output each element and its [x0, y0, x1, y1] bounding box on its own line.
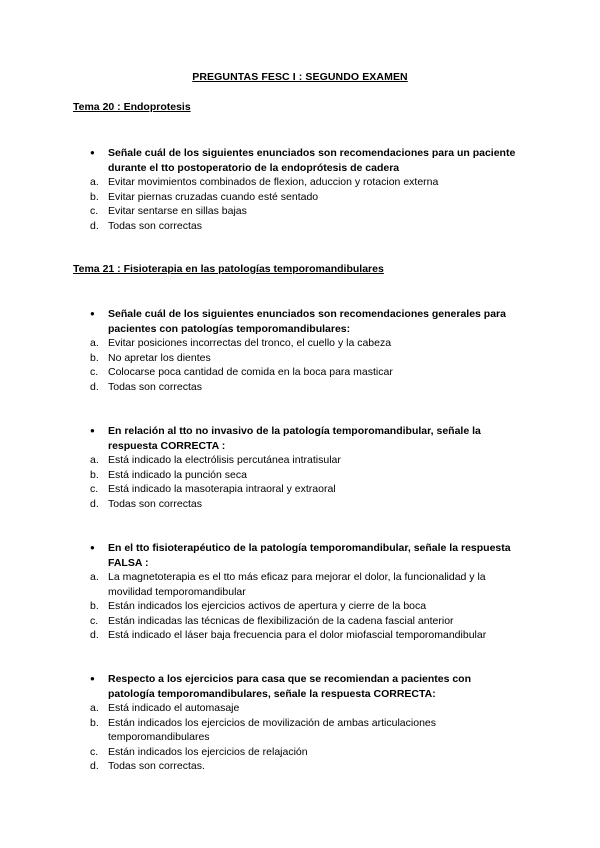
option-letter: c.: [90, 366, 99, 378]
question-3: [90, 424, 520, 453]
option-letter: b.: [90, 600, 99, 612]
question-text: En relación al tto no invasivo de la patología temporomandibular, señale la respuesta CORRECTA :: [108, 425, 481, 452]
answer-option: [90, 219, 530, 234]
option-letter: c.: [90, 745, 99, 758]
answer-option: [90, 701, 530, 716]
option-letter: b.: [90, 468, 99, 481]
question-text: En el tto fisioterapéutico de la patología temporomandibular, señale la respuesta FALSA :: [108, 542, 511, 569]
answer-option: [90, 716, 530, 745]
option-letter: d.: [90, 380, 99, 393]
answer-option: [90, 351, 530, 366]
answer-list: [90, 453, 530, 511]
answer-option: [90, 614, 530, 629]
option-text: Están indicados los ejercicios de relajación: [108, 745, 308, 758]
topic-heading-21: Tema 21 : Fisioterapia en las patologías temporomandibulares: [73, 263, 384, 275]
option-text: Están indicadas las técnicas de flexibilización de la cadena fascial anterior: [108, 614, 454, 627]
bullet-icon: ●: [90, 148, 95, 157]
question-2: [90, 307, 520, 336]
answer-option: [90, 190, 530, 205]
question-text: Respecto a los ejercicios para casa que se recomiendan a pacientes con patología temporomandibulares, señale la respuesta CORRECTA:: [108, 673, 471, 700]
option-text: No apretar los dientes: [108, 351, 211, 364]
option-text: Todas son correctas: [108, 219, 202, 232]
question-1: [90, 146, 520, 175]
answer-option: [90, 628, 530, 643]
option-text: Evitar piernas cruzadas cuando esté sentado: [108, 190, 319, 203]
answer-option: [90, 336, 530, 351]
option-letter: a.: [90, 337, 99, 349]
option-letter: c.: [90, 483, 99, 495]
option-letter: d.: [90, 219, 99, 232]
option-text: Todas son correctas: [108, 497, 202, 510]
answer-option: [90, 570, 530, 599]
answer-option: [90, 175, 530, 190]
option-text: Evitar posiciones incorrectas del tronco, el cuello y la cabeza: [108, 337, 392, 349]
option-text: Evitar movimientos combinados de flexion, aduccion y rotacion externa: [108, 176, 439, 188]
topic-heading-20: Tema 20 : Endoprotesis: [73, 101, 191, 113]
option-text: Todas son correctas.: [108, 760, 205, 772]
answer-option: [90, 365, 530, 380]
option-text: Todas son correctas: [108, 380, 202, 393]
answer-option: [90, 204, 530, 219]
option-letter: b.: [90, 351, 99, 364]
option-letter: c.: [90, 205, 99, 217]
answer-option: [90, 497, 530, 512]
answer-list: [90, 701, 530, 774]
answer-option: [90, 599, 530, 614]
question-4: [90, 541, 520, 570]
option-letter: d.: [90, 760, 99, 772]
option-text: Está indicado la punción seca: [108, 468, 247, 481]
answer-option: [90, 468, 530, 483]
option-letter: a.: [90, 702, 99, 714]
option-letter: a.: [90, 176, 99, 188]
bullet-icon: ●: [90, 309, 95, 318]
option-text: Está indicado la masoterapia intraoral y extraoral: [108, 483, 336, 495]
answer-option: [90, 745, 530, 760]
question-5: [90, 672, 520, 701]
option-text: Está indicado el automasaje: [108, 702, 240, 714]
answer-option: [90, 453, 530, 468]
option-letter: b.: [90, 716, 99, 729]
answer-option: [90, 759, 530, 774]
option-text: Está indicado la electrólisis percutánea intratisular: [108, 454, 341, 466]
option-text: Está indicado el láser baja frecuencia para el dolor miofascial temporomandibular: [108, 629, 487, 641]
option-letter: d.: [90, 497, 99, 510]
question-text: Señale cuál de los siguientes enunciados son recomendaciones generales para pacientes con patologías temporomandibulares:: [108, 308, 506, 335]
answer-list: [90, 175, 530, 233]
option-letter: a.: [90, 571, 99, 583]
option-text: Evitar sentarse en sillas bajas: [108, 205, 247, 217]
bullet-icon: ●: [90, 543, 95, 552]
option-text: La magnetoterapia es el tto más eficaz para mejorar el dolor, la funcionalidad y la movilidad temporomandibular: [108, 571, 486, 598]
option-text: Están indicados los ejercicios activos de apertura y cierre de la boca: [108, 600, 427, 612]
question-text: Señale cuál de los siguientes enunciados son recomendaciones para un paciente durante el tto postoperatorio de la endoprótesis de cadera: [108, 147, 516, 174]
answer-list: [90, 570, 530, 643]
document-title: PREGUNTAS FESC I : SEGUNDO EXAMEN: [192, 71, 408, 83]
option-letter: a.: [90, 454, 99, 466]
option-text: Están indicados los ejercicios de movilización de ambas articulaciones temporomandibulares: [108, 716, 436, 743]
option-text: Colocarse poca cantidad de comida en la boca para masticar: [108, 366, 393, 378]
answer-list: [90, 336, 530, 394]
option-letter: b.: [90, 190, 99, 203]
answer-option: [90, 380, 530, 395]
option-letter: c.: [90, 614, 99, 627]
answer-option: [90, 482, 530, 497]
option-letter: d.: [90, 629, 99, 641]
bullet-icon: ●: [90, 674, 95, 683]
bullet-icon: ●: [90, 426, 95, 435]
